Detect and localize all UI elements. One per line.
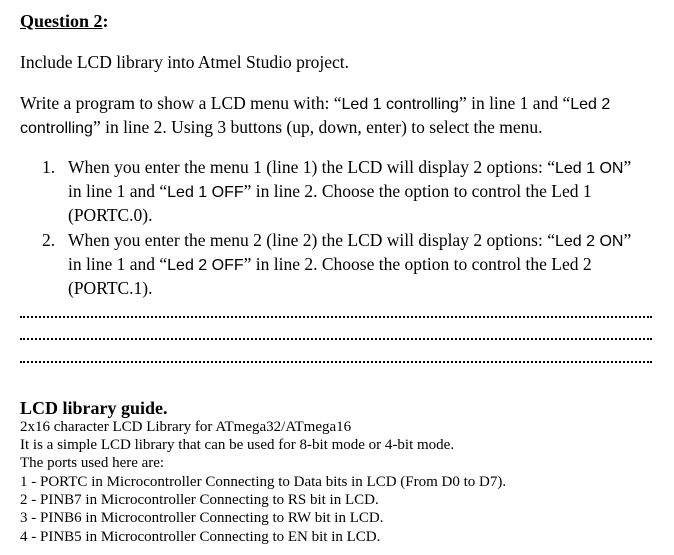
task-paragraph-line-2	[20, 115, 543, 142]
guide-line: 1 - PORTC in Microcontroller Connecting to Data bits in LCD (From D0 to D7).	[20, 474, 507, 490]
list-line	[68, 252, 592, 279]
question-title-colon: :	[102, 11, 109, 31]
option-label: Led 2 OFF	[167, 257, 244, 274]
list-text: ” in line 2. Choose the option to control the Led 1	[243, 181, 592, 201]
guide-line: 2x16 character LCD Library for ATmega32/ATmega16	[20, 419, 352, 435]
list-line: (PORTC.0).	[68, 205, 153, 225]
answer-line	[20, 316, 652, 318]
list-line	[68, 228, 631, 255]
guide-line: 2 - PINB7 in Microcontroller Connecting to RS bit in LCD.	[20, 492, 379, 508]
task-paragraph-line-1	[20, 91, 610, 118]
list-line: (PORTC.1).	[68, 278, 153, 298]
list-line	[68, 155, 631, 182]
list-text: When you enter the menu 1 (line 1) the LCD will display 2 options: “	[68, 157, 555, 177]
list-text: ” in line 2. Choose the option to control the Led 2	[243, 254, 592, 274]
task-text: ” in line 1 and “	[458, 93, 571, 113]
guide-line: 4 - PINB5 in Microcontroller Connecting to EN bit in LCD.	[20, 529, 381, 545]
menu-item-2-label: controlling	[20, 120, 93, 137]
guide-line: It is a simple LCD library that can be used for 8-bit mode or 4-bit mode.	[20, 437, 455, 453]
menu-item-1-label: Led 1 controlling	[341, 96, 459, 113]
list-text: in line 1 and “	[68, 254, 168, 274]
list-text: When you enter the menu 2 (line 2) the LCD will display 2 options: “	[68, 230, 555, 250]
guide-line: The ports used here are:	[20, 455, 165, 471]
question-title	[20, 10, 109, 32]
list-text: ”	[623, 230, 632, 250]
task-text: Write a program to show a LCD menu with: “	[20, 93, 342, 113]
task-text: ” in line 2. Using 3 buttons (up, down, enter) to select the menu.	[92, 117, 543, 137]
list-text: ”	[623, 157, 632, 177]
menu-item-2-label: Led 2	[570, 96, 611, 113]
answer-line	[20, 361, 652, 363]
guide-title: LCD library guide.	[20, 398, 168, 418]
list-number: 1.	[42, 157, 56, 177]
option-label: Led 1 ON	[554, 160, 624, 177]
option-label: Led 1 OFF	[167, 184, 244, 201]
question-title-text: Question 2	[20, 11, 103, 31]
answer-line	[20, 338, 652, 340]
guide-line: 3 - PINB6 in Microcontroller Connecting to RW bit in LCD.	[20, 510, 384, 526]
list-line	[68, 179, 592, 206]
intro-paragraph: Include LCD library into Atmel Studio project.	[20, 52, 350, 72]
list-number: 2.	[42, 230, 56, 250]
option-label: Led 2 ON	[554, 233, 624, 250]
list-text: in line 1 and “	[68, 181, 168, 201]
